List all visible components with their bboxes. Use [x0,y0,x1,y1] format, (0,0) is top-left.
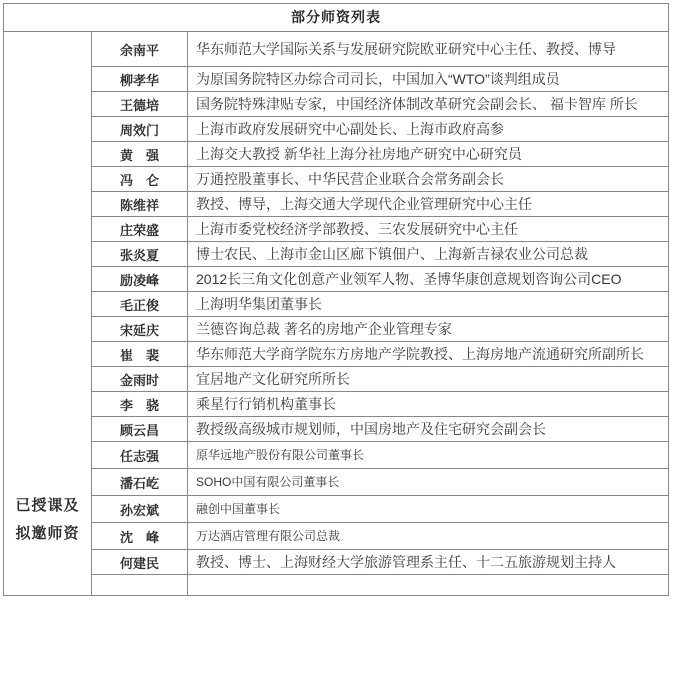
table-row [92,167,668,192]
teacher-name-cell: 张炎夏 [92,242,188,266]
table-row [92,32,668,67]
teacher-desc-cell: 上海明华集团董事长 [196,296,322,312]
teacher-desc-cell: 华东师范大学国际关系与发展研究院欧亚研究中心主任、教授、博导 [196,41,616,57]
teacher-name-cell: 李 骁 [92,392,188,416]
teacher-desc-cell: 融创中国董事长 [196,502,281,516]
table-row [92,550,668,575]
group-header-line-2: 拟邀师资 [15,525,80,542]
teacher-name-cell [92,575,188,595]
table-body [4,32,668,595]
table-row-partial [92,575,668,595]
teacher-desc-cell: 教授、博导，上海交通大学现代企业管理研究中心主任 [196,196,532,212]
teacher-name-cell: 金雨时 [92,367,188,391]
teacher-name-cell: 沈 峰 [92,523,188,549]
teacher-name-cell: 潘石屹 [92,469,188,495]
teacher-name-cell: 宋延庆 [92,317,188,341]
teacher-desc-cell: 乘星行行销机构董事长 [196,396,336,412]
teacher-desc-cell: 原华远地产股份有限公司董事长 [196,448,365,462]
table-row [92,67,668,92]
teacher-name-cell: 励凌峰 [92,267,188,291]
faculty-rows [92,32,668,595]
teacher-name-cell: 任志强 [92,442,188,468]
teacher-desc-cell [188,575,668,595]
teacher-desc-cell: 上海交大教授 新华社上海分社房地产研究中心研究员 [196,146,522,162]
teacher-desc-cell: 国务院特殊津贴专家，中国经济体制改革研究会副会长、 福卡智库 所长 [196,96,638,112]
table-row [92,192,668,217]
teacher-desc-cell: 教授、博士、上海财经大学旅游管理系主任、十二五旅游规划主持人 [196,554,616,570]
teacher-desc-cell: 上海市政府发展研究中心副处长、上海市政府高参 [196,121,504,137]
table-row [92,142,668,167]
teacher-name-cell: 庄荣盛 [92,217,188,241]
teacher-desc-cell: 上海市委党校经济学部教授、三农发展研究中心主任 [196,221,518,237]
teacher-name-cell: 崔 裴 [92,342,188,366]
faculty-table [3,3,669,596]
teacher-name-cell: 王德培 [92,92,188,116]
teacher-name-cell: 冯 仑 [92,167,188,191]
table-row [92,417,668,442]
table-row [92,117,668,142]
teacher-desc-cell: 宜居地产文化研究所所长 [196,371,350,387]
teacher-desc-cell: 2012长三角文化创意产业领军人物、圣博华康创意规划咨询公司CEO [196,271,622,287]
table-row [92,469,668,496]
teacher-desc-cell: 博士农民、上海市金山区廊下镇佃户、上海新吉禄农业公司总裁 [196,246,588,262]
teacher-name-cell: 黄 强 [92,142,188,166]
teacher-desc-cell: 万通控股董事长、中华民营企业联合会常务副会长 [196,171,504,187]
teacher-desc-cell: 为原国务院特区办综合司司长，中国加入“WTO”谈判组成员 [196,71,560,87]
teacher-name-cell: 陈维祥 [92,192,188,216]
teacher-name-cell: 毛正俊 [92,292,188,316]
table-row [92,267,668,292]
table-row [92,317,668,342]
table-row [92,217,668,242]
table-row [92,367,668,392]
table-row [92,442,668,469]
teacher-desc-cell: 万达酒店管理有限公司总裁 [196,529,341,543]
teacher-name-cell: 孙宏斌 [92,496,188,522]
table-title: 部分师资列表 [4,4,668,32]
teacher-name-cell: 周效门 [92,117,188,141]
table-row [92,342,668,367]
table-row [92,292,668,317]
teacher-desc-cell: 兰德咨询总裁 著名的房地产企业管理专家 [196,321,452,337]
group-header-label [4,492,91,548]
group-header-line-1: 已授课及 [15,497,80,514]
teacher-desc-cell: 教授级高级城市规划师，中国房地产及住宅研究会副会长 [196,421,546,437]
teacher-name-cell: 何建民 [92,550,188,574]
group-header-cell [4,32,92,595]
table-row [92,242,668,267]
teacher-name-cell: 余南平 [92,32,188,66]
table-row [92,92,668,117]
teacher-name-cell: 柳孝华 [92,67,188,91]
table-row [92,496,668,523]
teacher-name-cell: 顾云昌 [92,417,188,441]
teacher-desc-cell: 华东师范大学商学院东方房地产学院教授、上海房地产流通研究所副所长 [196,346,644,362]
table-row [92,523,668,550]
teacher-desc-cell: SOHO中国有限公司董事长 [196,475,340,489]
table-row [92,392,668,417]
